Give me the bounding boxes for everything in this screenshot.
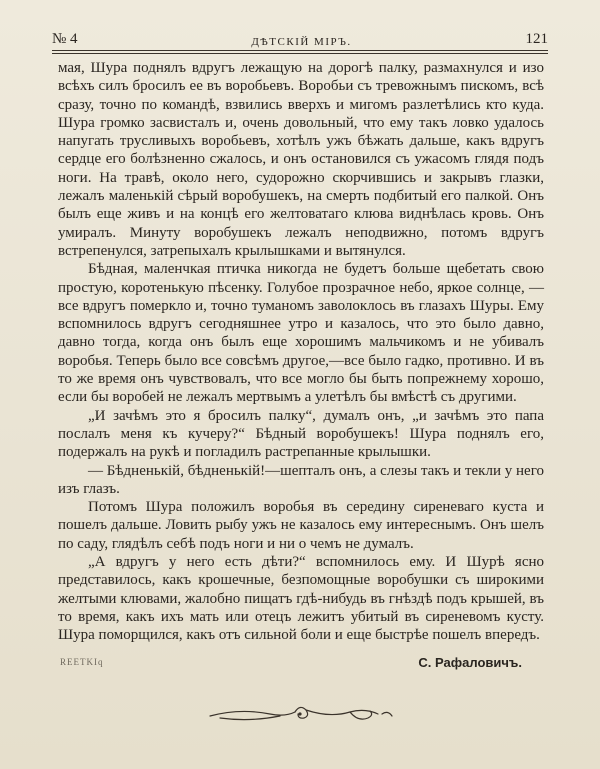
signature-row <box>60 652 522 672</box>
paragraph: — Бѣдненькій, бѣдненькій!—шепталъ онъ, а слезы такъ и текли у него изъ глазъ. <box>58 462 544 497</box>
page-number: 121 <box>525 31 548 47</box>
author-signature: С. Рафаловичъ. <box>418 654 522 670</box>
issue-number: № 4 <box>52 31 78 47</box>
paragraph: Бѣдная, маленчкая птичка никогда не будетъ больше щебетать свою простую, коротенькую пѣсенку. Голубое прозрачное небо, яркое солнце, — все вдругъ померкло и, точно туманомъ заволоклось въ глазахъ Шуры. Ему вспомнилось вдругъ сегодняшнее утро и казалось, что это было давно, давно тогда, когда онъ былъ еще хорошимъ мальчикомъ и не убивалъ воробья. Теперь было все совсѣмъ другое,—все было гадко, противно. И въ то же время онъ чувствовалъ, что все могло бы быть попрежнему хорошо, если бы воробей не лежалъ мертвымъ а улетѣлъ бы вмѣстѣ съ другими. <box>58 261 544 406</box>
paragraph: „А вдругъ у него есть дѣти?“ вспомнилось ему. И Шурѣ ясно представилось, какъ крошечные, безпомощные воробушки съ широкими желтыми клювами, жалобно пищатъ гдѣ-нибудь въ гнѣздѣ подъ крышей, въ то время, какъ ихъ мать или отецъ лежитъ убитый въ сиреневомъ кусту. Шура поморщился, какъ отъ сильной боли и еще быстрѣе пошелъ впередъ. <box>58 554 544 644</box>
library-stamp: REETKIq <box>60 657 104 667</box>
journal-title: ДѢТСКІЙ МІРЪ. <box>251 36 352 48</box>
paragraph: мая, Шура поднялъ вдругъ лежащую на дорогѣ палку, размахнулся и изо всѣхъ силъ бросилъ ее въ воробьевъ. Воробьи съ тревожнымъ пискомъ, всѣ сразу, точно по командѣ, взвились вверхъ и мигомъ разлетѣлись кто куда. Шура громко засвисталъ и, очень довольный, что ему такъ ловко удалось напугать трусливыхъ воробьевъ, хотѣлъ ужъ бѣжать дальше, какъ вдругъ сердце его болѣзненно сжалось, и онъ остановился съ ужасомъ глядя подъ ноги. На травѣ, около него, судорожно скорчившись и закрывъ глазки, лежалъ маленькій сѣрый воробушекъ, на смерть подбитый его палкой. Онъ былъ еще живъ и на концѣ его желтоватаго клюва виднѣлась кровь. Онъ умиралъ. Минуту воробушекъ лежалъ неподвижно, потомъ вдругъ встрепенулся, затрепыхалъ крылышками и вытянулся. <box>58 60 544 259</box>
paragraph: Потомъ Шура положилъ воробья въ середину сиреневаго куста и пошелъ дальше. Ловить рыбу ужъ не казалось ему интереснымъ. Онъ шелъ по саду, глядѣлъ себѣ подъ ноги и ни о чемъ не думалъ. <box>58 499 544 552</box>
running-header <box>52 26 548 48</box>
paragraph: „И зачѣмъ это я бросилъ палку“, думалъ онъ, „и зачѣмъ это папа послалъ меня къ кучеру?“ Бѣдный воробушекъ! Шура поднялъ его, подержалъ на рукѣ и погладилъ растрепанные крылышки. <box>58 407 544 461</box>
vignette-ornament-icon <box>200 700 400 728</box>
header-rule <box>52 50 548 54</box>
story-text <box>58 59 544 645</box>
